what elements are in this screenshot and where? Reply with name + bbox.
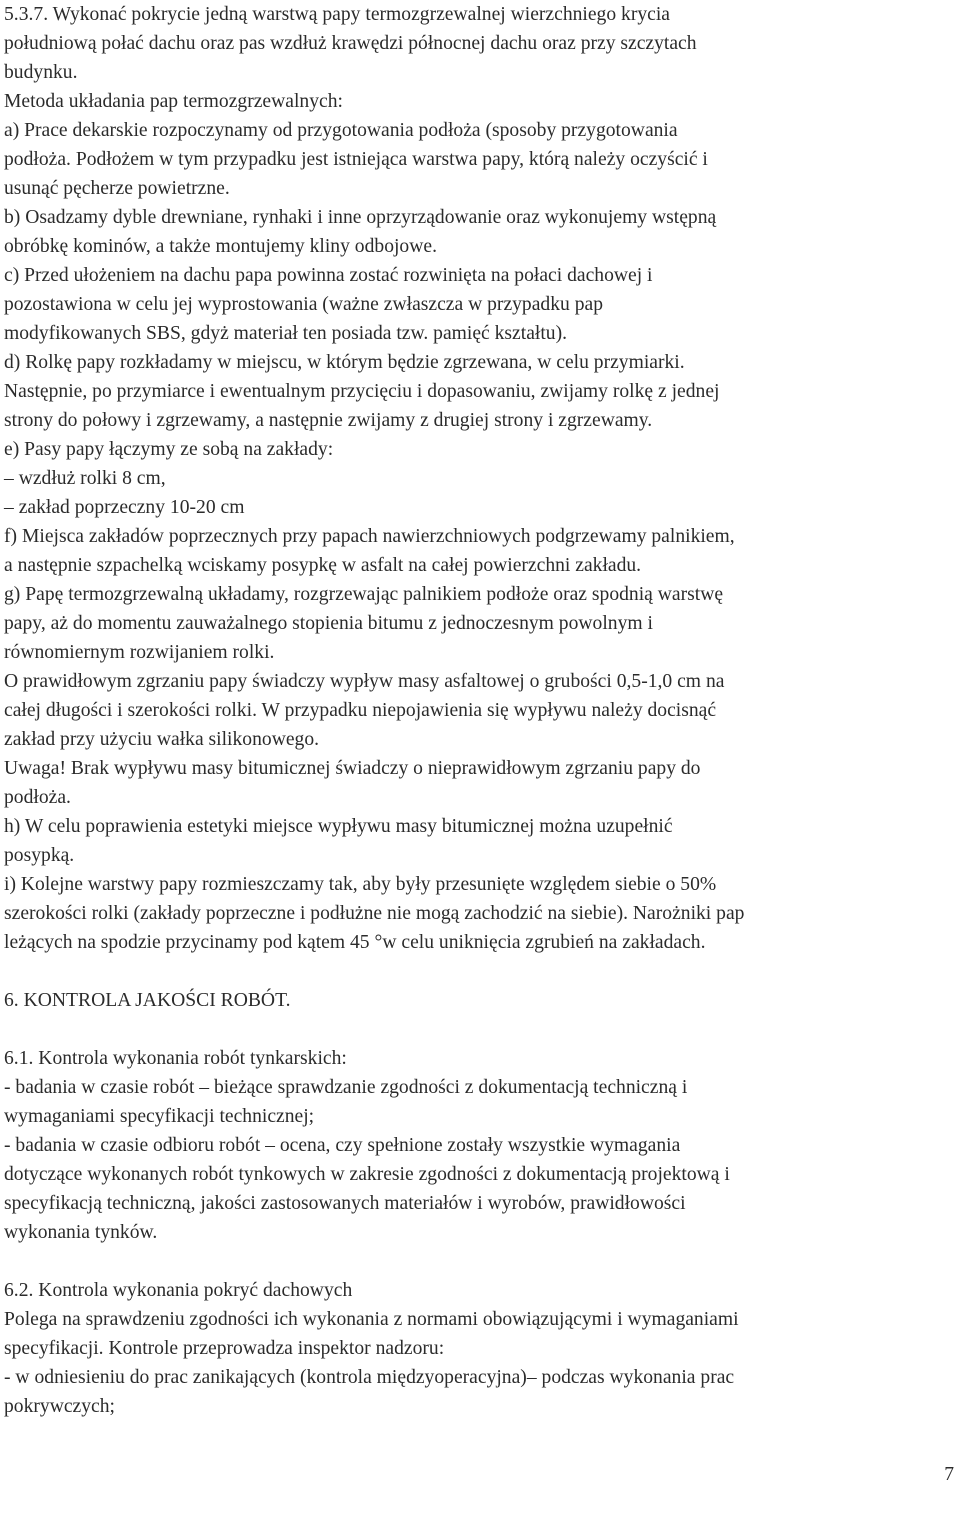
- text-line: e) Pasy papy łączymy ze sobą na zakłady:: [4, 439, 334, 460]
- text-line: podłoża. Podłożem w tym przypadku jest istniejąca warstwa papy, którą należy oczyścić i: [4, 149, 708, 170]
- text-line: usunąć pęcherze powietrzne.: [4, 178, 230, 199]
- text-line: a) Prace dekarskie rozpoczynamy od przygotowania podłoża (sposoby przygotowania: [4, 120, 678, 141]
- page-number: 7: [944, 1464, 954, 1485]
- text-line: a następnie szpachelką wciskamy posypkę w asfalt na całej powierzchni zakładu.: [4, 555, 642, 576]
- paragraph-gap: [4, 1015, 960, 1044]
- text-line: leżących na spodzie przycinamy pod kątem 45 °w celu uniknięcia zgrubień na zakładach.: [4, 932, 706, 953]
- text-line: strony do połowy i zgrzewamy, a następnie zwijamy z drugiej strony i zgrzewamy.: [4, 410, 653, 431]
- text-line: - w odniesieniu do prac zanikających (kontrola międzyoperacyjna)– podczas wykonania prac: [4, 1367, 735, 1388]
- text-line: 6.1. Kontrola wykonania robót tynkarskich:: [4, 1048, 347, 1069]
- text-line: szerokości rolki (zakłady poprzeczne i podłużne nie mogą zachodzić na siebie). Narożniki pap: [4, 903, 745, 924]
- text-line: pokrywczych;: [4, 1396, 115, 1417]
- text-line: południową połać dachu oraz pas wzdłuż krawędzi północnej dachu oraz przy szczytach: [4, 33, 697, 54]
- text-line: - badania w czasie robót – bieżące sprawdzanie zgodności z dokumentacją techniczną i: [4, 1077, 688, 1098]
- text-line: budynku.: [4, 62, 78, 83]
- text-line: h) W celu poprawienia estetyki miejsce wypływu masy bitumicznej można uzupełnić: [4, 816, 673, 837]
- text-line: Polega na sprawdzeniu zgodności ich wykonania z normami obowiązującymi i wymaganiami: [4, 1309, 739, 1330]
- text-line: wymaganiami specyfikacji technicznej;: [4, 1106, 315, 1127]
- text-line: d) Rolkę papy rozkładamy w miejscu, w którym będzie zgrzewana, w celu przymiarki.: [4, 352, 685, 373]
- paragraph-gap: [4, 1247, 960, 1276]
- text-line: – wzdłuż rolki 8 cm,: [4, 468, 166, 489]
- text-line: b) Osadzamy dyble drewniane, rynhaki i inne oprzyrządowanie oraz wykonujemy wstępną: [4, 207, 717, 228]
- text-line: – zakład poprzeczny 10-20 cm: [4, 497, 245, 518]
- text-line: g) Papę termozgrzewalną układamy, rozgrzewając palnikiem podłoże oraz spodnią warstwę: [4, 584, 724, 605]
- text-line: Uwaga! Brak wypływu masy bitumicznej świadczy o nieprawidłowym zgrzaniu papy do: [4, 758, 701, 779]
- text-line: 5.3.7. Wykonać pokrycie jedną warstwą papy termozgrzewalnej wierzchniego krycia: [4, 4, 671, 25]
- paragraph-gap: [4, 957, 960, 986]
- text-line: papy, aż do momentu zauważalnego stopienia bitumu z jednoczesnym powolnym i: [4, 613, 653, 634]
- text-line: 6. KONTROLA JAKOŚCI ROBÓT.: [4, 990, 291, 1011]
- text-line: f) Miejsca zakładów poprzecznych przy papach nawierzchniowych podgrzewamy palnikiem,: [4, 526, 735, 547]
- text-line: 6.2. Kontrola wykonania pokryć dachowych: [4, 1280, 353, 1301]
- text-line: c) Przed ułożeniem na dachu papa powinna zostać rozwinięta na połaci dachowej i: [4, 265, 653, 286]
- text-line: wykonania tynków.: [4, 1222, 158, 1243]
- text-line: Metoda układania pap termozgrzewalnych:: [4, 91, 343, 112]
- text-line: i) Kolejne warstwy papy rozmieszczamy tak, aby były przesunięte względem siebie o 50%: [4, 874, 717, 895]
- text-line: całej długości i szerokości rolki. W przypadku niepojawienia się wypływu należy docisnąć: [4, 700, 717, 721]
- text-line: modyfikowanych SBS, gdyż materiał ten posiada tzw. pamięć kształtu).: [4, 323, 567, 344]
- document-body: [4, 0, 960, 1421]
- text-line: specyfikacją techniczną, jakości zastosowanych materiałów i wyrobów, prawidłowości: [4, 1193, 686, 1214]
- text-line: Następnie, po przymiarce i ewentualnym przycięciu i dopasowaniu, zwijamy rolkę z jednej: [4, 381, 720, 402]
- text-line: specyfikacji. Kontrole przeprowadza inspektor nadzoru:: [4, 1338, 445, 1359]
- text-line: dotyczące wykonanych robót tynkowych w zakresie zgodności z dokumentacją projektową i: [4, 1164, 730, 1185]
- text-line: równomiernym rozwijaniem rolki.: [4, 642, 275, 663]
- text-line: podłoża.: [4, 787, 71, 808]
- text-line: pozostawiona w celu jej wyprostowania (ważne zwłaszcza w przypadku pap: [4, 294, 604, 315]
- text-line: - badania w czasie odbioru robót – ocena, czy spełnione zostały wszystkie wymagania: [4, 1135, 681, 1156]
- text-line: zakład przy użyciu wałka silikonowego.: [4, 729, 320, 750]
- text-line: obróbkę kominów, a także montujemy kliny odbojowe.: [4, 236, 437, 257]
- text-line: posypką.: [4, 845, 75, 866]
- text-line: O prawidłowym zgrzaniu papy świadczy wypływ masy asfaltowej o grubości 0,5-1,0 cm na: [4, 671, 725, 692]
